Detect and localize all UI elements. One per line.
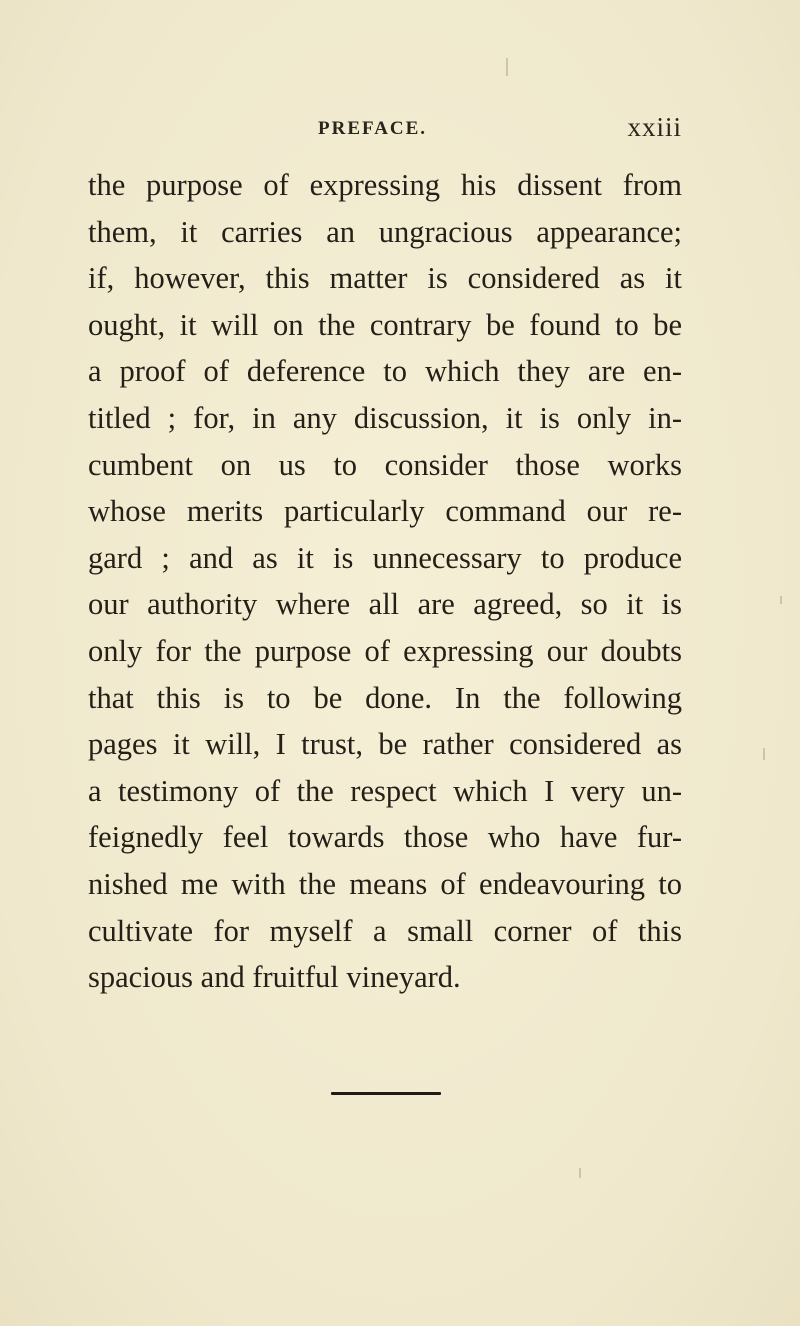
text-line: if, however, this matter is considered as it xyxy=(88,261,682,296)
text-line: that this is to be done. In the following xyxy=(88,680,682,715)
text-line: our authority where all are agreed, so it is xyxy=(88,587,682,622)
paper-speck xyxy=(506,58,508,76)
running-head xyxy=(318,112,682,158)
text-line: ought, it will on the contrary be found to be xyxy=(88,307,682,342)
text-line: nished me with the means of endeavouring to xyxy=(88,866,682,901)
text-line: a testimony of the respect which I very un- xyxy=(88,773,682,808)
text-line: them, it carries an ungracious appearance; xyxy=(88,214,682,249)
text-line: feignedly feel towards those who have fur- xyxy=(88,820,682,855)
paper-speck xyxy=(579,1168,581,1178)
text-line: whose merits particularly command our re- xyxy=(88,494,682,529)
body-text xyxy=(88,162,682,1001)
text-line: pages it will, I trust, be rather considered as xyxy=(88,727,682,762)
text-line: only for the purpose of expressing our doubts xyxy=(88,633,682,668)
text-line: cumbent on us to consider those works xyxy=(88,447,682,482)
text-line: gard ; and as it is unnecessary to produce xyxy=(88,540,682,575)
paper-speck xyxy=(763,748,765,760)
text-line-last: spacious and fruitful vineyard. xyxy=(88,960,461,995)
page-number: xxiii xyxy=(627,112,682,142)
text-line: cultivate for myself a small corner of this xyxy=(88,913,682,948)
text-line: the purpose of expressing his dissent from xyxy=(88,168,682,202)
closing-rule xyxy=(331,1092,441,1095)
paper-speck xyxy=(780,596,782,604)
text-line: titled ; for, in any discussion, it is only in- xyxy=(88,400,682,435)
running-title: PREFACE. xyxy=(318,118,428,139)
text-line: a proof of deference to which they are en- xyxy=(88,354,682,389)
